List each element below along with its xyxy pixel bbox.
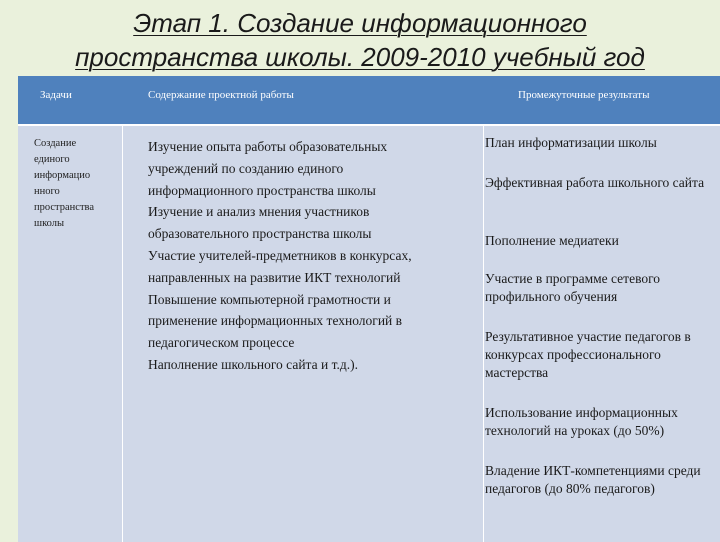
title-line-1: Этап 1. Создание информационного <box>133 8 587 38</box>
content-line: Изучение опыта работы образовательных <box>148 139 388 154</box>
content-line: учреждений по созданию единого <box>148 160 344 176</box>
content-line: направленных на развитие ИКТ технологий <box>148 269 401 285</box>
header-results: Промежуточные результаты <box>518 89 650 101</box>
task-line: пространства <box>34 202 95 213</box>
stage-table <box>18 76 720 540</box>
content-line: образовательного пространства школы <box>148 226 372 242</box>
tasks-cell <box>34 136 114 232</box>
result-item: Владение ИКТ-компетенциями среди педагогов (до 80% педагогов) <box>485 463 701 496</box>
content-line: применение информационных технологий в <box>148 313 403 329</box>
content-line: информационного пространства школы <box>148 182 376 198</box>
header-tasks: Задачи <box>40 89 72 101</box>
content-line: Участие учителей-предметников в конкурсах, <box>148 247 412 263</box>
content-line: Повышение компьютерной грамотности и <box>148 291 391 307</box>
content-line: Изучение и анализ мнения участников <box>148 204 370 220</box>
result-item: Результативное участие педагогов в конкурсах профессионального мастерства <box>485 329 691 380</box>
table-row <box>18 124 720 542</box>
result-item: Использование информационных технологий на уроках (до 50%) <box>485 405 678 438</box>
column-divider <box>122 126 123 542</box>
content-line: Наполнение школьного сайта и т.д.). <box>148 356 358 372</box>
result-item: Участие в программе сетевого профильного обучения <box>485 271 661 304</box>
page-title <box>0 6 720 74</box>
task-line: Создание <box>34 138 77 149</box>
task-line: информацио <box>34 170 91 181</box>
result-item: План информатизации школы <box>485 135 657 150</box>
task-line: нного <box>34 186 60 197</box>
result-item: Пополнение медиатеки <box>485 233 619 248</box>
table-header <box>18 76 720 124</box>
content-line: педагогическом процессе <box>148 335 295 351</box>
content-cell <box>148 136 478 376</box>
column-divider <box>483 126 484 542</box>
title-line-2: пространства школы. 2009-2010 учебный год <box>75 42 645 72</box>
header-content: Содержание проектной работы <box>148 89 294 101</box>
task-line: единого <box>34 154 70 165</box>
result-item: Эффективная работа школьного сайта <box>485 175 705 190</box>
task-line: школы <box>34 218 65 229</box>
